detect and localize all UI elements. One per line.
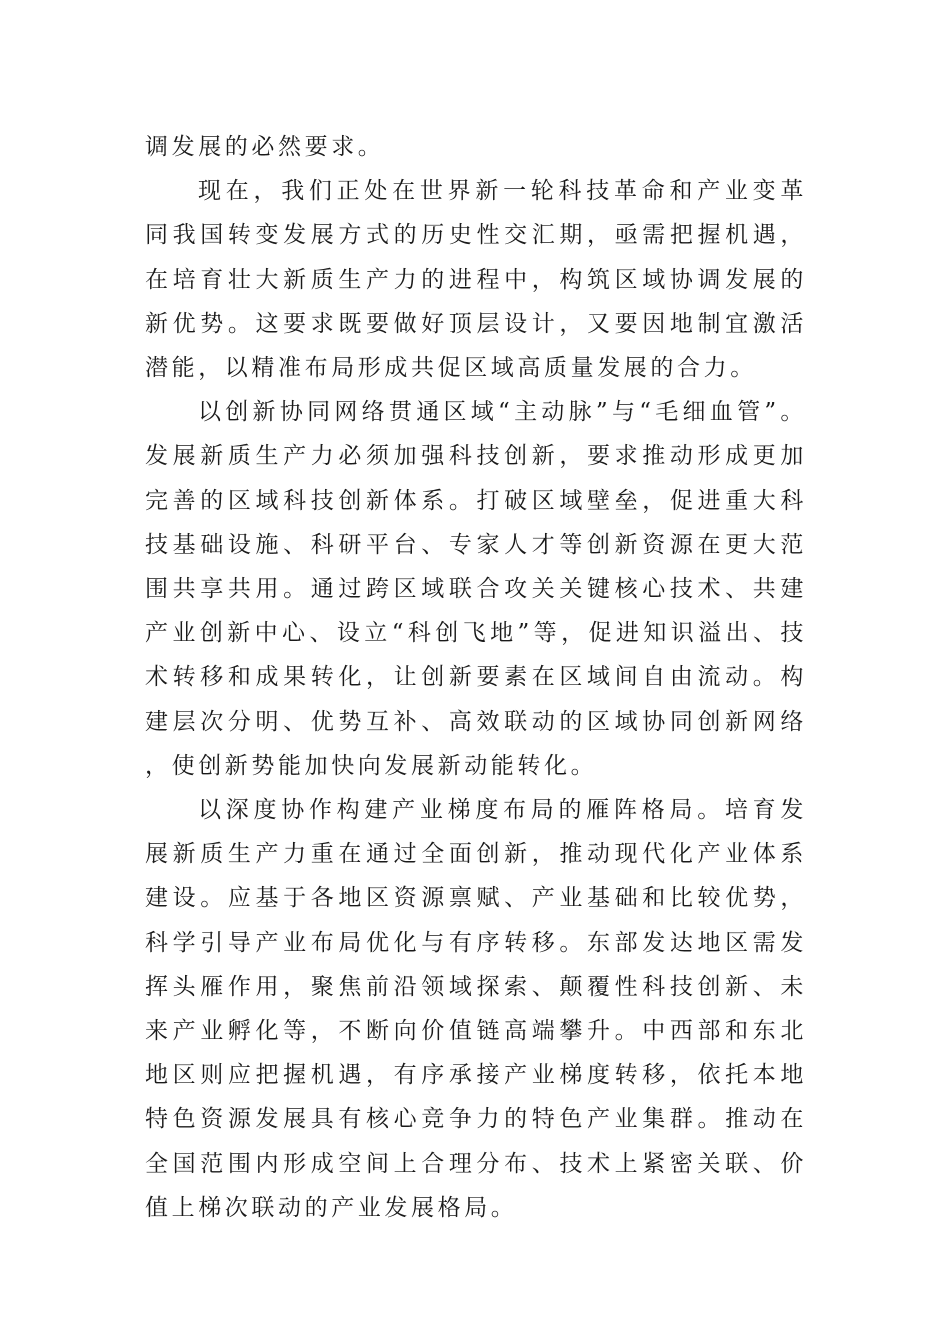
document-body xyxy=(145,125,807,1230)
paragraph-industry-layout: 以深度协作构建产业梯度布局的雁阵格局。培育发展新质生产力重在通过全面创新，推动现代化产业体系建设。应基于各地区资源禀赋、产业基础和比较优势，科学引导产业布局优化与有序转移。东部发达地区需发挥头雁作用，聚焦前沿领域探索、颠覆性科技创新、未来产业孵化等，不断向价值链高端攀升。中西部和东北地区则应把握机遇，有序承接产业梯度转移，依托本地特色资源发展具有核心竞争力的特色产业集群。推动在全国范围内形成空间上合理分布、技术上紧密关联、价值上梯次联动的产业发展格局。 xyxy=(145,797,807,1221)
paragraph-continuation: 调发展的必然要求。 xyxy=(145,134,385,160)
paragraph-current-situation: 现在，我们正处在世界新一轮科技革命和产业变革同我国转变发展方式的历史性交汇期，亟需把握机遇，在培育壮大新质生产力的进程中，构筑区域协调发展的新优势。这要求既要做好顶层设计，又要因地制宜激活潜能，以精准布局形成共促区域高质量发展的合力。 xyxy=(145,178,807,382)
paragraph-innovation-network: 以创新协同网络贯通区域“主动脉”与“毛细血管”。发展新质生产力必须加强科技创新，要求推动形成更加完善的区域科技创新体系。打破区域壁垒，促进重大科技基础设施、科研平台、专家人才等创新资源在更大范围共享共用。通过跨区域联合攻关关键核心技术、共建产业创新中心、设立“科创飞地”等，促进知识溢出、技术转移和成果转化，让创新要素在区域间自由流动。构建层次分明、优势互补、高效联动的区域协同创新网络，使创新势能加快向发展新动能转化。 xyxy=(145,399,807,779)
